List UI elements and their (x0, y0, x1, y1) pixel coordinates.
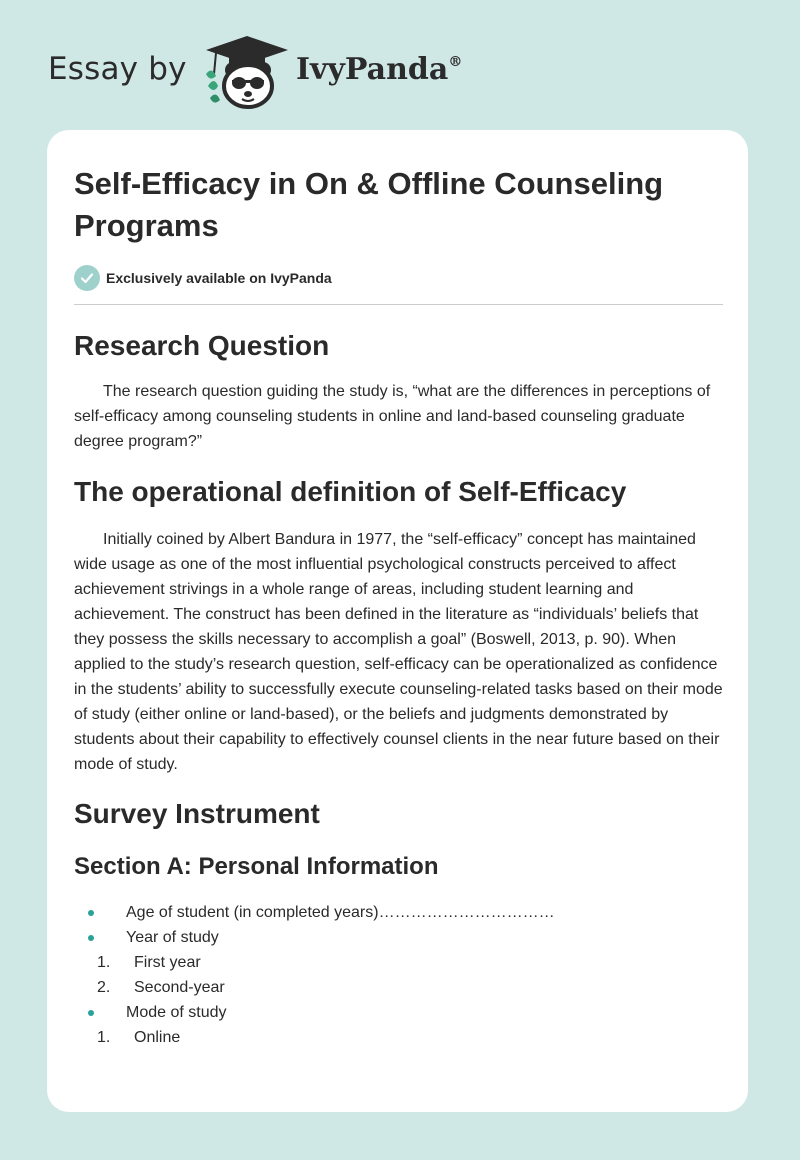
list-item: 1. First year (97, 954, 201, 971)
list-item: Year of study (74, 925, 724, 950)
list-item: Age of student (in completed years)…………………………… (74, 900, 724, 925)
mode-of-study-options (74, 1025, 724, 1050)
personal-info-list-cont (74, 1000, 724, 1025)
panda-logo-icon[interactable] (202, 34, 292, 110)
bullet-icon (88, 1010, 94, 1016)
personal-info-list (74, 900, 724, 950)
divider (74, 304, 723, 305)
list-item: Mode of study (74, 1000, 724, 1025)
brand-name[interactable]: IvyPanda® (296, 52, 463, 87)
heading-section-a: Section A: Personal Information (74, 853, 439, 880)
badge-label: Exclusively available on IvyPanda (106, 270, 332, 286)
check-icon (74, 265, 100, 291)
heading-operational-definition: The operational definition of Self-Efficacy (74, 476, 627, 507)
exclusive-badge (74, 264, 724, 292)
bullet-icon (88, 910, 94, 916)
site-header (48, 34, 468, 114)
list-item: 2. Second-year (97, 979, 225, 996)
page-title: Self-Efficacy in On & Offline Counseling Programs (74, 166, 664, 243)
essay-content (74, 163, 724, 1050)
registered-mark: ® (448, 54, 463, 70)
research-question-paragraph: The research question guiding the study is, “what are the differences in perceptions of self-efficacy among counseling students in online and land-based counseling graduate degree program?” (74, 383, 711, 450)
list-item: 1. Online (97, 1029, 181, 1046)
operational-definition-paragraph: Initially coined by Albert Bandura in 1977, the “self-efficacy” concept has maintained wide usage as one of the most influential psychological constructs perceived to affect achievement strivings in a whole range of areas, including student learning and achievement. The construct has been defined in the literature as “individuals’ beliefs that they possess the skills necessary to accomplish a goal” (Boswell, 2013, p. 90). When applied to the study’s research question, self-efficacy can be operationalized as confidence in the students’ ability to successfully execute counseling-related tasks based on their mode of study (either online or land-based), or the beliefs and judgments demonstrated by students about their capability to effectively counsel clients in the near future based on their mode of study. (74, 531, 723, 773)
brand-prefix: Essay by (48, 51, 187, 87)
bullet-icon (88, 935, 94, 941)
year-of-study-options (74, 950, 724, 1000)
heading-survey-instrument: Survey Instrument (74, 798, 320, 829)
heading-research-question: Research Question (74, 330, 330, 361)
essay-card (47, 130, 748, 1112)
